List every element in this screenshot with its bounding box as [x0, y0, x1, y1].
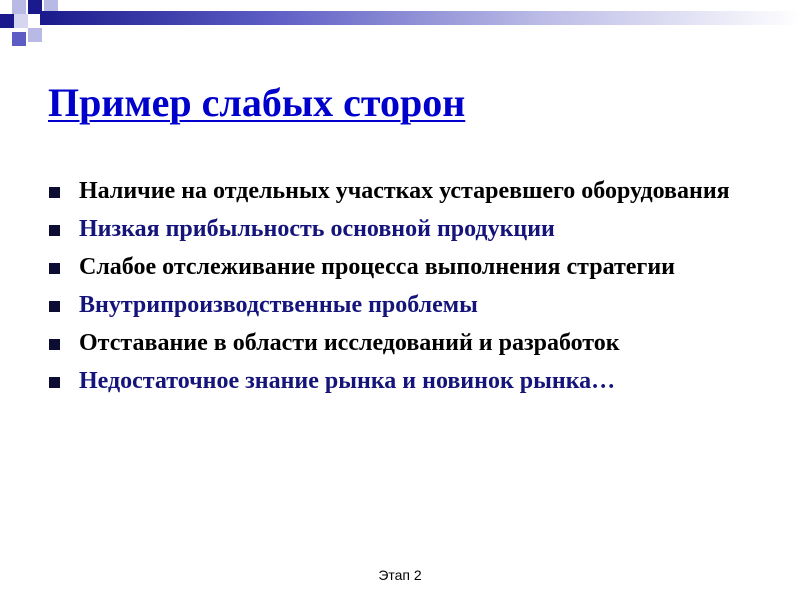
bullet-list	[48, 176, 768, 404]
checker-square	[12, 0, 26, 14]
bullet-text: Недостаточное знание рынка и новинок рынка…	[79, 368, 616, 394]
bullet-text: Внутрипроизводственные проблемы	[79, 292, 478, 318]
square-bullet-icon	[49, 263, 60, 274]
square-bullet-icon	[49, 225, 60, 236]
bullet-item	[48, 176, 768, 206]
header-gradient-bar	[40, 11, 800, 25]
bullet-item	[48, 366, 768, 396]
checker-square	[0, 14, 14, 28]
bullet-text: Наличие на отдельных участках устаревшего оборудования	[79, 178, 730, 204]
checker-square	[28, 28, 42, 42]
slide-title: Пример слабых сторон	[48, 80, 466, 125]
bullet-text: Слабое отслеживание процесса выполнения стратегии	[79, 254, 675, 280]
square-bullet-icon	[49, 377, 60, 388]
checker-square	[14, 14, 28, 28]
square-bullet-icon	[49, 301, 60, 312]
square-bullet-icon	[49, 187, 60, 198]
bullet-item	[48, 214, 768, 244]
bullet-text: Низкая прибыльность основной продукции	[79, 216, 555, 242]
bullet-item	[48, 252, 768, 282]
bullet-item	[48, 328, 768, 358]
bullet-item	[48, 290, 768, 320]
slide-footer: Этап 2	[378, 567, 422, 583]
checker-square	[12, 32, 26, 46]
bullet-text: Отставание в области исследований и разработок	[79, 330, 620, 356]
square-bullet-icon	[49, 339, 60, 350]
